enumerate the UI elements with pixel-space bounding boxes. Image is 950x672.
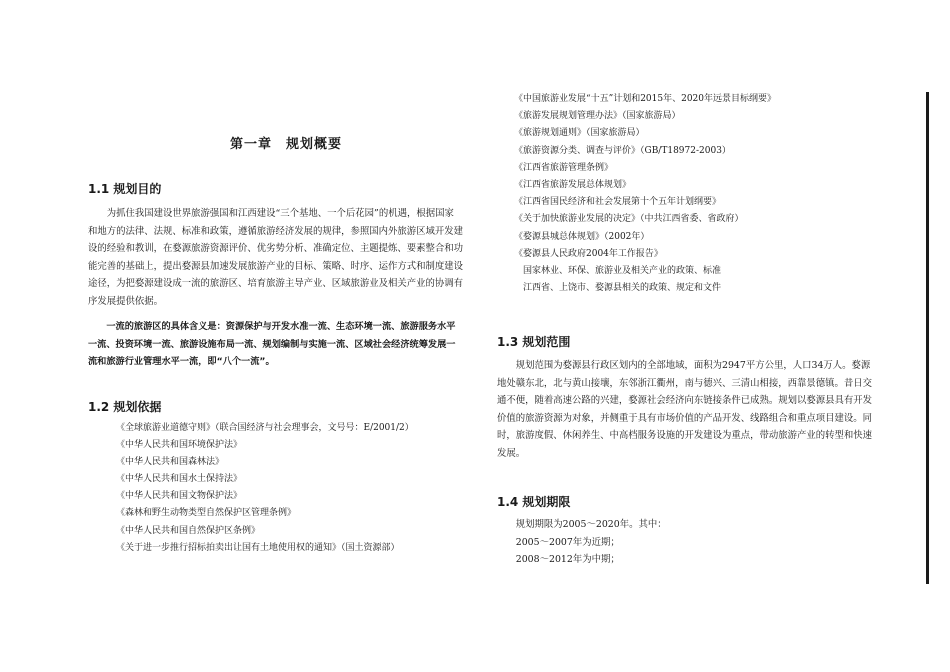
paragraph-line: 序发展提供依据。 bbox=[88, 295, 164, 307]
paragraph-line: 途径，为把婺源建设成一流的旅游区、培育旅游主导产业、区域旅游业及相关产业的协调有 bbox=[88, 278, 464, 290]
page-edge-rule bbox=[926, 92, 929, 584]
reference-item: 《全球旅游业道德守则》（联合国经济与社会理事会，文号号：E/2001/2） bbox=[116, 423, 414, 433]
paragraph-line: 2008～2012年为中期； bbox=[497, 554, 620, 566]
reference-item: 《森林和野生动物类型自然保护区管理条例》 bbox=[116, 508, 297, 519]
paragraph-line: 地处赣东北，北与黄山接壤，东邻浙江衢州，南与德兴、三清山相接，西靠景德镇。昔日交 bbox=[497, 377, 873, 389]
section-1-1-paragraph-2 bbox=[88, 318, 456, 371]
reference-list-right bbox=[514, 91, 776, 297]
reference-item: 《江西省旅游发展总体规划》 bbox=[514, 179, 632, 190]
paragraph-line: 设的经验和教训，在婺源旅游资源评价、优劣势分析、准确定位、主题提炼、要素整合和功 bbox=[88, 243, 464, 255]
paragraph-line: 通不便，随着高速公路的兴建，婺源社会经济向东链接条件已成熟。规划以婺源县具有开发 bbox=[497, 395, 873, 407]
paragraph-line: 流和旅游行业管理水平一流，即“八个一流”。 bbox=[88, 356, 275, 368]
paragraph-line: 一流的旅游区的具体含义是：资源保护与开发水准一流、生态环境一流、旅游服务水平 bbox=[88, 321, 456, 332]
section-1-2-title: 1.2 规划依据 bbox=[88, 400, 162, 414]
reference-list-left bbox=[116, 420, 414, 557]
reference-item: 《中华人民共和国环境保护法》 bbox=[116, 440, 243, 451]
reference-item: 《中华人民共和国森林法》 bbox=[116, 457, 225, 468]
reference-item: 《中华人民共和国文物保护法》 bbox=[116, 491, 243, 502]
paragraph-line: 规划范围为婺源县行政区划内的全部地域，面积为2947平方公里，人口34万人。婺源 bbox=[497, 360, 871, 371]
reference-item: 《婺源县城总体规划》（2002年） bbox=[514, 231, 650, 242]
reference-item: 《中华人民共和国自然保护区条例》 bbox=[116, 525, 261, 536]
reference-item: 《关于加快旅游业发展的决定》（中共江西省委、省政府） bbox=[514, 214, 744, 225]
paragraph-line: 规划期限为2005～2020年。其中： bbox=[497, 519, 667, 530]
section-1-4-title: 1.4 规划期限 bbox=[497, 495, 571, 509]
reference-item: 《中国旅游业发展“十五”计划和2015年、2020年远景目标纲要》 bbox=[514, 94, 777, 104]
paragraph-line: 为抓住我国建设世界旅游强国和江西建设“三个基地、一个后花园”的机遇，根据国家 bbox=[88, 208, 454, 219]
section-1-3-title: 1.3 规划范围 bbox=[497, 335, 571, 349]
reference-item: 《旅游规划通则》（国家旅游局） bbox=[514, 128, 645, 139]
reference-item: 《关于进一步推行招标拍卖出让国有土地使用权的通知》（国土资源部） bbox=[116, 542, 400, 553]
paragraph-line: 价值的旅游资源为对象，并侧重于具有市场价值的产品开发、线路组合和重点项目建设。同 bbox=[497, 412, 873, 424]
section-1-1-title: 1.1 规划目的 bbox=[88, 182, 162, 196]
reference-item: 《江西省国民经济和社会发展第十个五年计划纲要》 bbox=[514, 197, 722, 208]
reference-item: 《江西省旅游管理条例》 bbox=[514, 162, 614, 173]
paragraph-line: 时，旅游度假、休闲养生、中高档服务设施的开发建设为重点，带动旅游产业的转型和快速 bbox=[497, 430, 873, 442]
reference-item: 《婺源县人民政府2004年工作报告》 bbox=[514, 248, 663, 259]
section-1-3-paragraph bbox=[497, 357, 872, 463]
paragraph-line: 2005～2007年为近期； bbox=[497, 536, 620, 548]
reference-item: 《旅游资源分类、调查与评价》（GB/T18972-2003） bbox=[514, 145, 731, 156]
paragraph-line: 和地方的法律、法规、标准和政策，遵循旅游经济发展的规律，参照国内外旅游区域开发建 bbox=[88, 225, 464, 237]
reference-item: 江西省、上饶市、婺源县相关的政策、规定和文件 bbox=[514, 283, 722, 294]
section-1-1-paragraph-1 bbox=[88, 205, 463, 311]
chapter-title: 第一章 规划概要 bbox=[230, 137, 343, 152]
reference-item: 《旅游发展规划管理办法》（国家旅游局） bbox=[514, 111, 681, 122]
reference-item: 国家林业、环保、旅游业及相关产业的政策、标准 bbox=[514, 265, 722, 276]
paragraph-line: 一流、投资环境一流、旅游设施布局一流、规划编制与实施一流、区域社会经济统筹发展一 bbox=[88, 338, 456, 350]
section-1-4-lines bbox=[497, 516, 667, 569]
reference-item: 《中华人民共和国水土保持法》 bbox=[116, 474, 243, 485]
paragraph-line: 能完善的基础上，提出婺源县加速发展旅游产业的目标、策略、时序、运作方式和制度建设 bbox=[88, 260, 464, 272]
paragraph-line: 发展。 bbox=[497, 447, 526, 459]
